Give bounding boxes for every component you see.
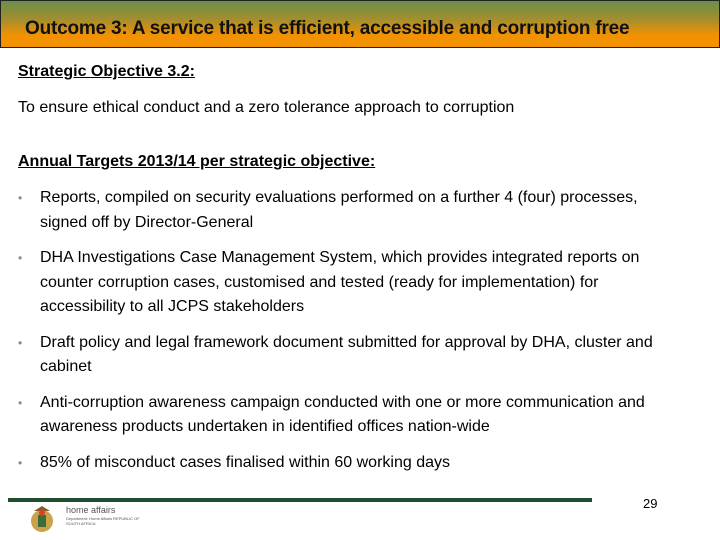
targets-list — [18, 186, 668, 486]
slide-title: Outcome 3: A service that is efficient, accessible and corruption free — [25, 18, 630, 39]
bullet-icon: • — [18, 335, 23, 350]
annual-targets-title: Annual Targets 2013/14 per strategic objective: — [18, 153, 376, 170]
list-item — [18, 331, 668, 380]
bullet-icon: • — [18, 191, 23, 205]
page-number: 29 — [643, 496, 658, 511]
bullet-icon: • — [18, 455, 23, 470]
list-item — [18, 186, 668, 235]
list-item — [18, 451, 668, 476]
strategic-objective-text: To ensure ethical conduct and a zero tolerance approach to corruption — [18, 99, 515, 116]
list-item — [18, 246, 668, 320]
bullet-icon: • — [18, 395, 23, 410]
list-item-text: Draft policy and legal framework document submitted for approval by DHA, cluster and cabinet — [40, 333, 653, 375]
logo-subtitle: Department: Home Affairs REPUBLIC OF SOUTH AFRICA — [66, 516, 140, 526]
logo-name: home affairs — [66, 505, 116, 515]
list-item-text: 85% of misconduct cases finalised within 60 working days — [40, 453, 450, 471]
list-item-text: Anti-corruption awareness campaign conducted with one or more communication and awareness products undertaken in identified offices nation-wide — [40, 393, 645, 435]
coat-of-arms-icon — [24, 505, 60, 533]
home-affairs-logo — [24, 505, 144, 533]
list-item — [18, 391, 668, 440]
list-item-text: Reports, compiled on security evaluations performed on a further 4 (four) processes, signed off by Director-General — [40, 189, 638, 231]
strategic-objective-title: Strategic Objective 3.2: — [18, 63, 195, 80]
bullet-icon: • — [18, 251, 23, 265]
list-item-text: DHA Investigations Case Management System, which provides integrated reports on counter corruption cases, customised and tested (ready for implementation) for accessibility to all JCPS stakeholders — [40, 249, 640, 315]
footer-divider — [8, 498, 592, 502]
slide-header — [0, 0, 720, 48]
